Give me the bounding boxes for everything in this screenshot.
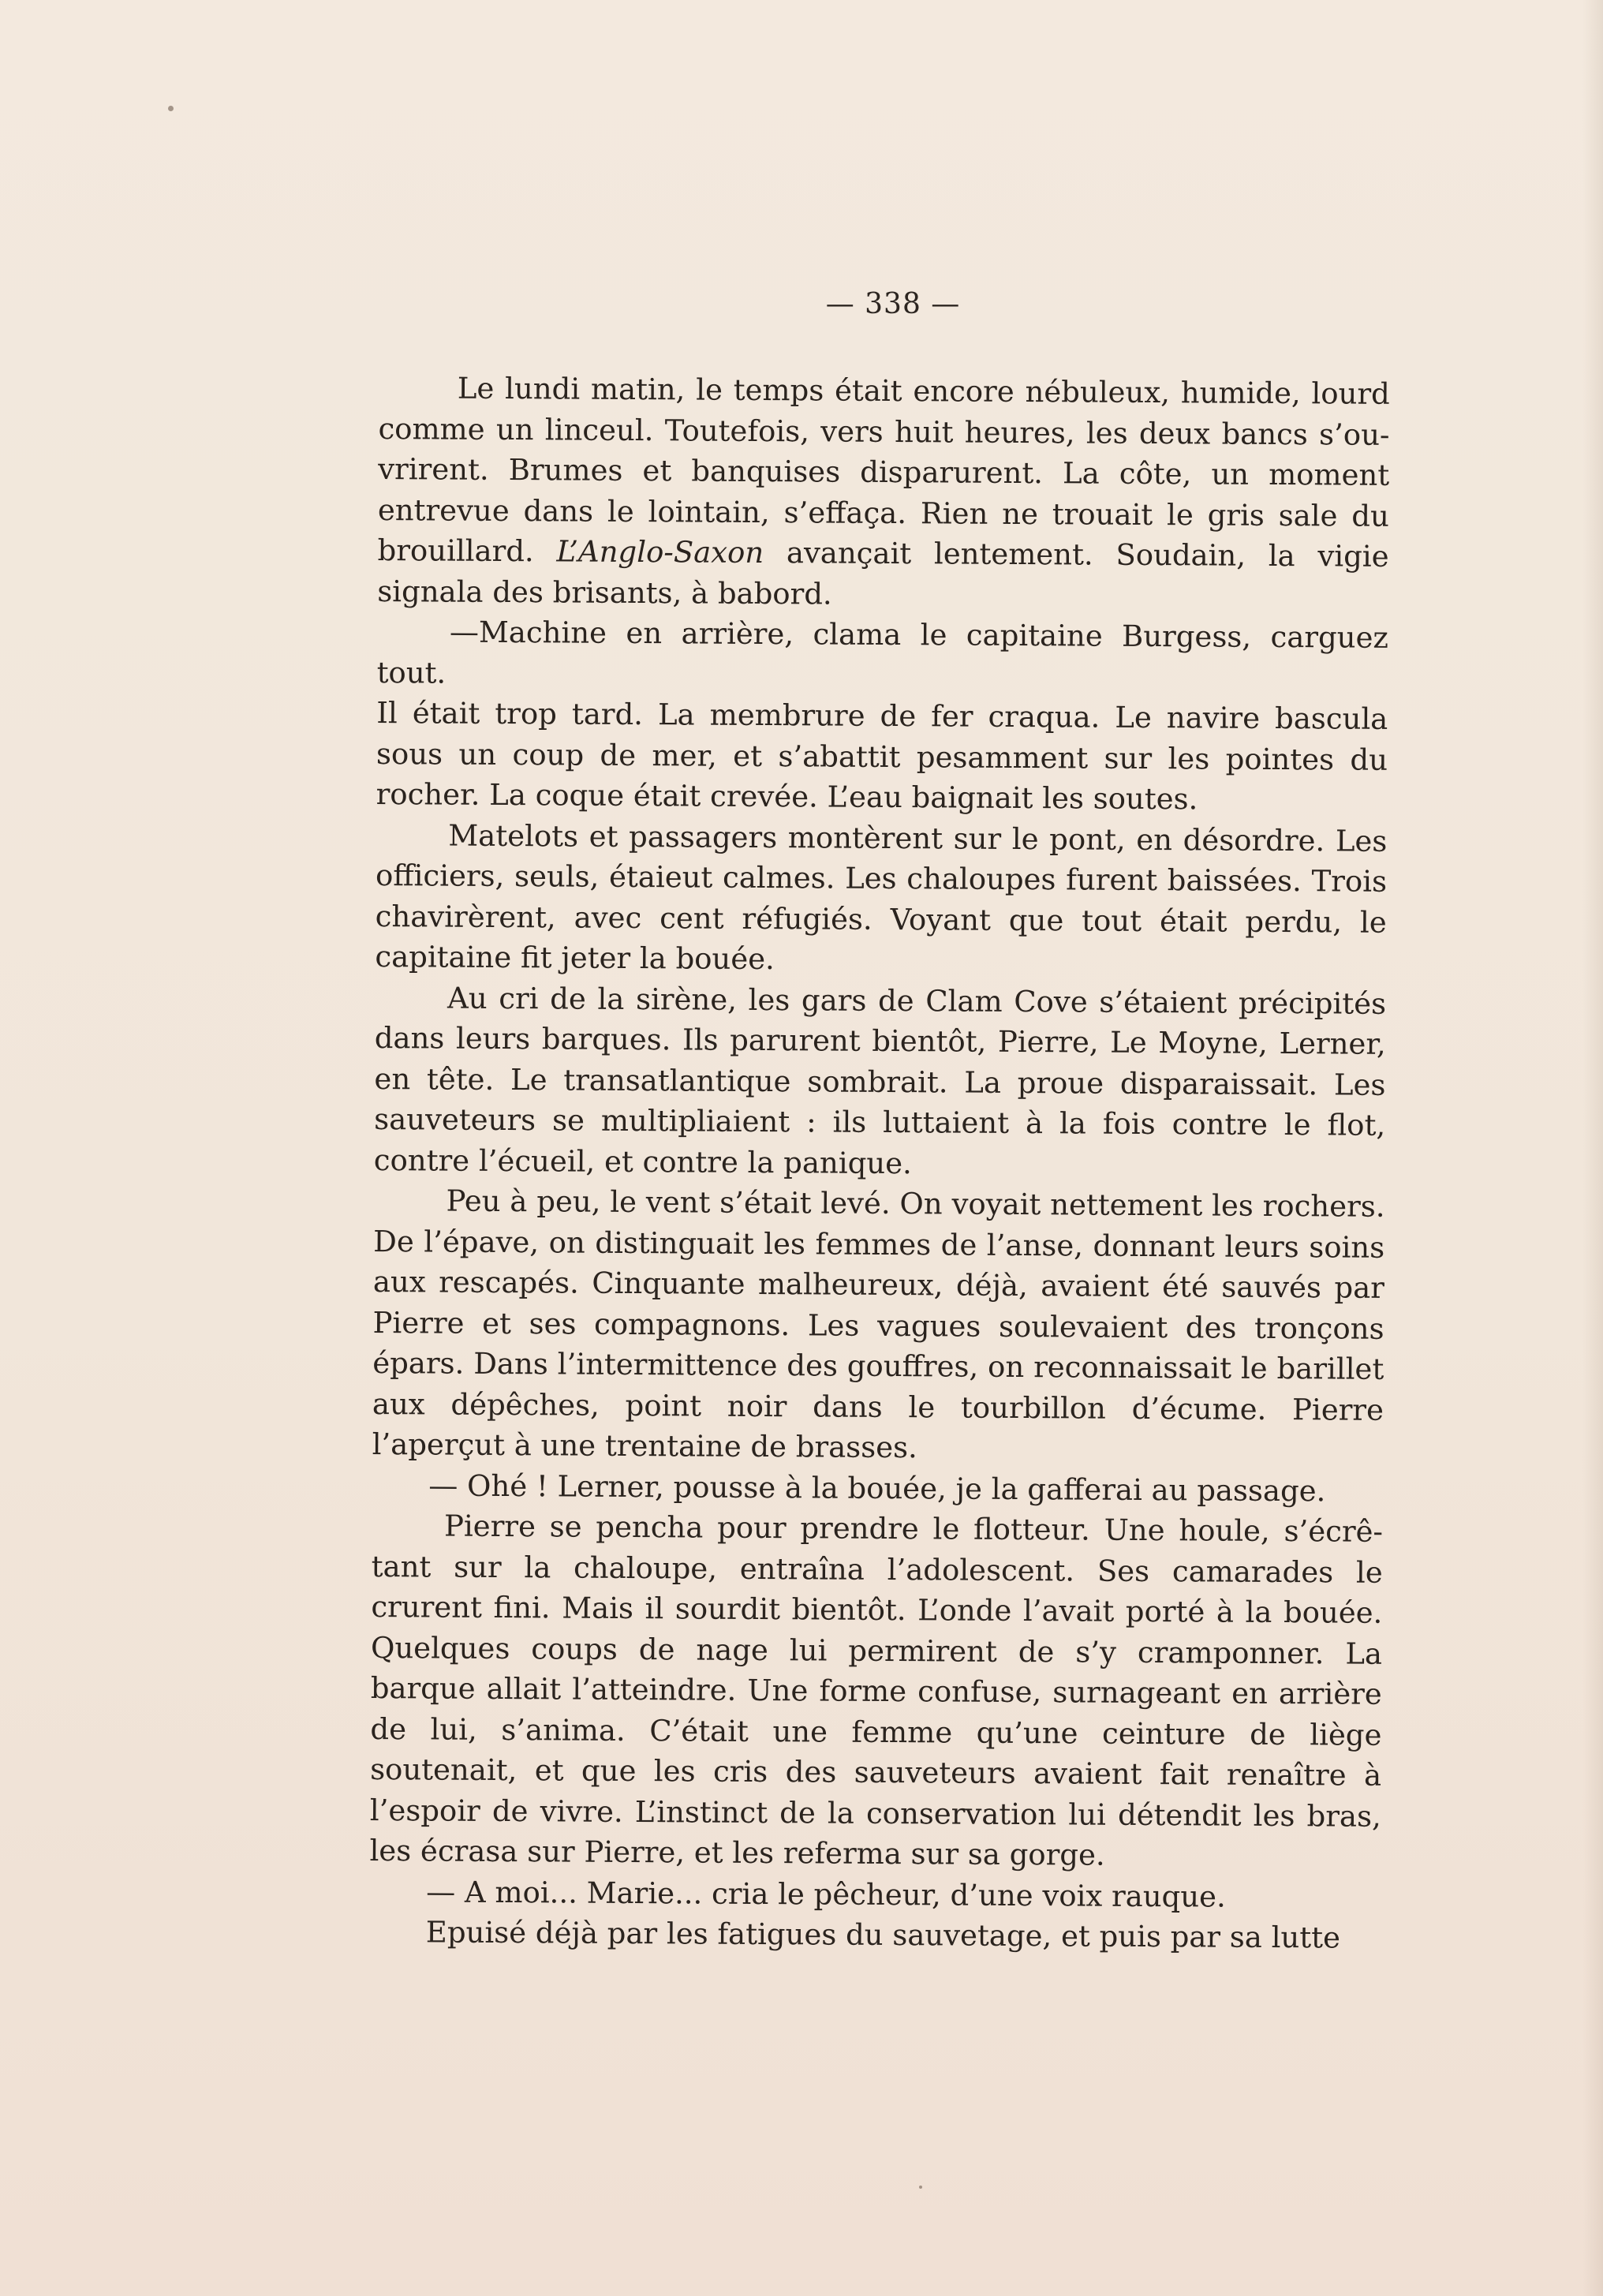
page-number: — 338 — (825, 288, 961, 320)
paragraph-4: Matelots et passagers montèrent sur le pont, en désordre. Les officiers, seuls, étaieut calmes. Les chaloupes furent baissées. Trois chavirèrent, avec cent réfugiés. Voyant que tout était perdu, le capitaine fit jeter la bouée. (375, 818, 1388, 977)
paragraph-2: —Machine en arrière, clama le capitaine Burgess, carguez tout. (376, 615, 1389, 690)
ink-speck (168, 106, 174, 111)
paragraph-1-text-b: avançait lentement. Soudain, la vigie signala des brisants, à babord. (377, 535, 1389, 611)
body-text (369, 368, 1390, 1958)
page-edge-shadow (1582, 0, 1603, 2296)
paragraph-10: Epuisé déjà par les fatigues du sauvetage, et puis par sa lutte (425, 1915, 1341, 1955)
paragraph-1-text-a: Le lundi matin, le temps était encore nébuleux, humide, lourd comme un linceul. Toutefois, vers huit heures, les deux bancs s’ouvrirent. Brumes et banquises disparurent. La côte, un moment entrevue dans le lointain, s’effaça. Rien ne trouait le gris sale du brouillard. (377, 371, 1390, 569)
ship-name: L’Anglo-Saxon (556, 534, 764, 570)
paragraph-3: Il était trop tard. La membrure de fer craqua. Le navire bascula sous un coup de mer, et s’abattit pesamment sur les pointes du rocher. La coque était crevée. L’eau baignait les soutes. (376, 695, 1388, 817)
paragraph-1 (377, 368, 1390, 618)
paragraph-9: — A moi... Marie... cria le pêcheur, d’une voix rauque. (426, 1874, 1226, 1914)
paragraph-8: Pierre se pencha pour prendre le flotteur. Une houle, s’écrêtant sur la chaloupe, entraîna l’adolescent. Ses camarades le crurent fini. Mais il sourdit bientôt. L’onde l’avait porté à la bouée. Quelques coups de nage lui permirent de s’y cramponner. La barque allait l’atteindre. Une forme confuse, surnageant en arrière de lui, s’anima. C’était une femme qu’une ceinture de liège soutenait, et que les cris des sauveteurs avaient fait renaître à l’espoir de vivre. L’instinct de la conservation lui détendit les bras, les écrasa sur Pierre, et les referma sur sa gorge. (369, 1509, 1384, 1872)
ink-speck (919, 2186, 922, 2189)
paragraph-5: Au cri de la sirène, les gars de Clam Cove s’étaient précipités dans leurs barques. Ils parurent bientôt, Pierre, Le Moyne, Lerner, en tête. Le transatlantique sombrait. La proue disparaissait. Les sauveteurs se multipliaient : ils luttaient à la fois contre le flot, contre l’écueil, et contre la panique. (373, 981, 1387, 1180)
paragraph-6: Peu à peu, le vent s’était levé. On voyait nettement les rochers. De l’épave, on distinguait les femmes de l’anse, donnant leurs soins aux rescapés. Cinquante malheureux, déjà, avaient été sauvés par Pierre et ses compagnons. Les vagues soulevaient des tronçons épars. Dans l’intermittence des gouffres, on reconnaissait le barillet aux dépêches, point noir dans le tourbillon d’écume. Pierre l’aperçut à une trentaine de brasses. (372, 1184, 1385, 1465)
paragraph-7: — Ohé ! Lerner, pousse à la bouée, je la gafferai au passage. (428, 1468, 1326, 1508)
